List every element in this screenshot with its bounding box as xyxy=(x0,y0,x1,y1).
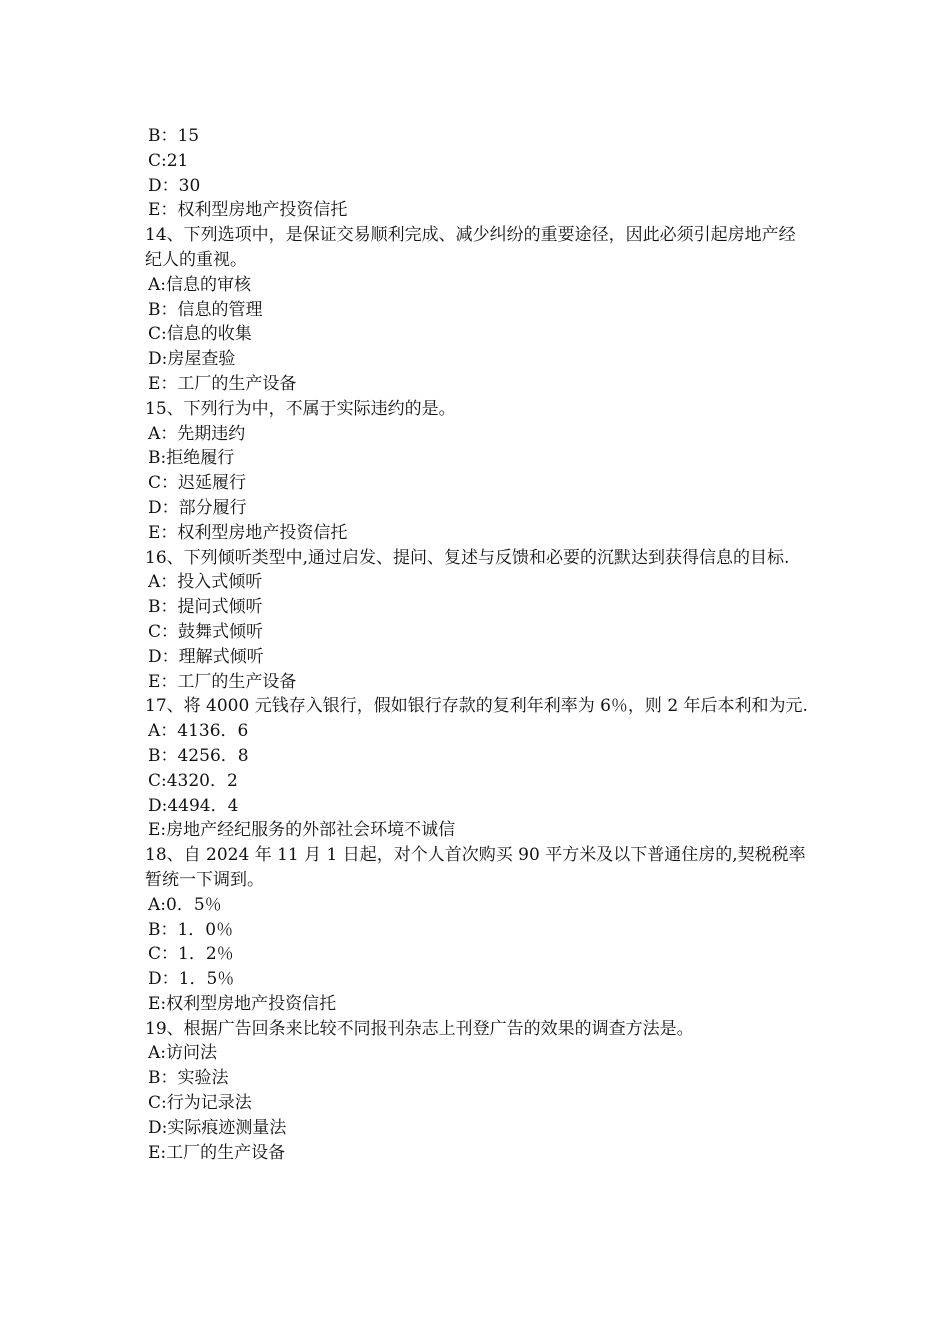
question-text: 14、下列选项中，是保证交易顺利完成、减少纠纷的重要途径，因此必须引起房地产经纪人的重视。 xyxy=(145,225,796,270)
option-line: B：4256．8 xyxy=(148,745,249,766)
option-line: D：1．5％ xyxy=(148,969,235,990)
option-line: A:0．5％ xyxy=(148,894,222,915)
question-text: 16、下列倾听类型中,通过启发、提问、复述与反馈和必要的沉默达到获得信息的目标. xyxy=(145,547,790,568)
question-text: 15、下列行为中，不属于实际违约的是。 xyxy=(145,398,456,419)
document-body xyxy=(145,124,810,1165)
option-line: B：提问式倾听 xyxy=(148,597,263,618)
option-line: E：权利型房地产投资信托 xyxy=(148,522,348,543)
option-line: C:信息的收集 xyxy=(148,324,252,345)
option-line: E:房地产经纪服务的外部社会环境不诚信 xyxy=(148,820,456,841)
question-text: 19、根据广告回条来比较不同报刊杂志上刊登广告的效果的调查方法是。 xyxy=(145,1018,694,1039)
option-line: A:访问法 xyxy=(148,1043,218,1064)
option-line: A:信息的审核 xyxy=(148,274,252,295)
option-line: D：部分履行 xyxy=(148,497,247,518)
option-line: B：15 xyxy=(148,126,200,146)
option-line: E：工厂的生产设备 xyxy=(148,671,297,692)
option-line: E:权利型房地产投资信托 xyxy=(148,993,337,1014)
option-line: C：鼓舞式倾听 xyxy=(148,621,264,642)
option-line: C：迟延履行 xyxy=(148,473,247,494)
question-text: 17、将 4000 元钱存入银行，假如银行存款的复利年利率为 6％，则 2 年后本利和为元. xyxy=(145,696,808,717)
option-line: A：先期违约 xyxy=(148,423,246,444)
option-line: C:4320．2 xyxy=(148,770,238,791)
option-line: B：信息的管理 xyxy=(148,299,263,320)
option-line: D:4494．4 xyxy=(148,795,239,816)
option-line: B：1．0％ xyxy=(148,919,234,940)
option-line: B：实验法 xyxy=(148,1068,229,1089)
option-line: D:实际痕迹测量法 xyxy=(148,1117,287,1138)
option-line: E:工厂的生产设备 xyxy=(148,1142,286,1163)
option-line: D:房屋查验 xyxy=(148,349,236,370)
option-line: D：理解式倾听 xyxy=(148,646,264,667)
option-line: E：权利型房地产投资信托 xyxy=(148,200,348,221)
question-text: 18、自 2024 年 11 月 1 日起，对个人首次购买 90 平方米及以下普通住房的,契税税率暂统一下调到。 xyxy=(145,845,806,890)
option-line: A：4136．6 xyxy=(148,721,249,742)
option-line: C:行为记录法 xyxy=(148,1093,252,1114)
option-line: D：30 xyxy=(148,175,201,196)
option-line: E：工厂的生产设备 xyxy=(148,373,297,394)
option-line: A：投入式倾听 xyxy=(148,572,263,593)
option-line: B:拒绝履行 xyxy=(148,448,235,469)
option-line: C：1．2％ xyxy=(148,944,234,965)
option-line: C:21 xyxy=(148,150,189,171)
